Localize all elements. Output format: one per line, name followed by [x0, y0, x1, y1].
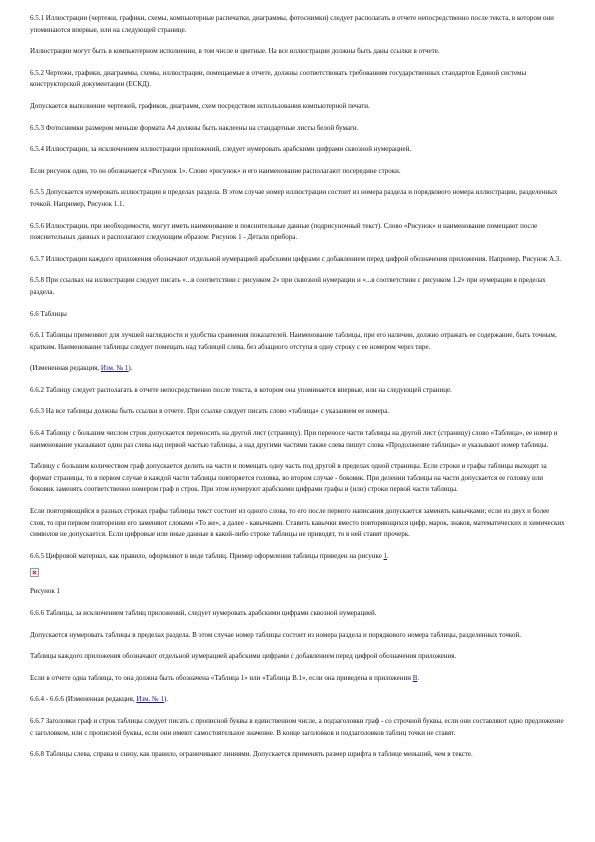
figure-caption: Рисунок 1 — [30, 587, 61, 596]
paragraph-6-6-5 — [30, 551, 565, 563]
paragraph-6-5-4: 6.5.4 Иллюстрации, за исключением иллюстрации приложений, следует нумеровать арабскими цифрами сквозной нумерацией. — [30, 145, 412, 154]
paragraph-6-5-6: 6.5.6 Иллюстрации, при необходимости, могут иметь наименование и пояснительные данные (подрисуночный текст). Слово «Рисунок» и наименование помещают после пояснительных данных и располагают следующим образом: Рисунок 1 - Детали прибора. — [30, 221, 538, 242]
paragraph-6-6-4: 6.6.4 Таблицу с большим числом строк допускается переносить на другой лист (страницу). При переносе части таблицы на другой лист (страницу) слово «Таблица», ее номер и наименование указывают один раз слева над первой частью таблицы, а над другими частями также слева пишут слова «Продолжение таблицы» и указывают номер таблицы. — [30, 429, 558, 449]
paragraph-single-table — [30, 673, 565, 685]
paragraph-single-figure: Если рисунок один, то он обозначается «Рисунок 1». Слово «рисунок» и его наименование располагают посередине строки. — [30, 166, 401, 175]
amendment-range-link[interactable]: Изм. № 1 — [136, 695, 164, 704]
figure-1-link[interactable]: 1 — [383, 551, 388, 560]
paragraph-6-5-8: 6.5.8 При ссылках на иллюстрации следует писать «...в соответствии с рисунком 2» при сквозной нумерации и «...в соответствии с рисунком 1.2» при нумерации в пределах раздела. — [30, 276, 546, 296]
single-table-text: Если в отчете одна таблица, то она должна быть обозначена «Таблица 1» или «Таблица В.1», если она приведена в приложении — [30, 673, 413, 682]
paragraph-6-5-3: 6.5.3 Фотоснимки размером меньше формата А4 должны быть наклеены на стандартные листы белой бумаги. — [30, 123, 359, 132]
paragraph-6-5-7: 6.5.7 Иллюстрации каждого приложения обозначают отдельной нумерацией арабскими цифрами с добавлением перед цифрой обозначения приложения. Например, Рисунок А.3. — [30, 254, 562, 263]
section-heading-tables: 6.6 Таблицы — [30, 309, 67, 318]
single-table-suffix: . — [417, 673, 420, 682]
paragraph-6-5-5: 6.5.5 Допускается нумеровать иллюстрации в пределах раздела. В этом случае номер иллюстрации состоит из номера раздела и порядкового номера иллюстрации, разделенных точкой. Например, Рисунок 1.1. — [30, 188, 558, 208]
paragraph-6-6-8: 6.6.8 Таблицы слева, справа и снизу, как правило, ограничивают линиями. Допускается применять размер шрифта в таблице меньший, чем в тексте. — [30, 750, 473, 759]
paragraph-computer-print: Допускается выполнение чертежей, графиков, диаграмм, схем посредством использования компьютерной печати. — [30, 101, 370, 110]
paragraph-6-6-6: 6.6.6 Таблицы, за исключением таблиц приложений, следует нумеровать арабскими цифрами сквозной нумерацией. — [30, 609, 377, 617]
amendment-link[interactable]: Изм. № 1 — [100, 364, 129, 373]
paragraph-table-numbering: Допускается нумеровать таблицы в пределах раздела. В этом случае номер таблицы состоит из номера раздела и порядкового номера таблицы, разделенных точкой. — [30, 630, 521, 639]
paragraph-6-6-1: 6.6.1 Таблицы применяют для лучшей наглядности и удобства сравнения показателей. Наименование таблицы, при его наличии, должно отражать ее содержание, быть точным, кратким. Наименование таблицы следует помещать над таблицей слева, без абзацного отступа в одну строку с ее номером через тире. — [30, 331, 557, 351]
paragraph-6-6-3: 6.6.3 На все таблицы должны быть ссылки в отчете. При ссылке следует писать слово «таблица» с указанием ее номера. — [30, 407, 390, 416]
paragraph-repeated-text: Если повторяющийся в разных строках графы таблицы текст состоит из одного слова, то его после первого написания допускается заменять кавычками; если из двух и более слов, то при первом повторении его заменяют словами «То же», а далее - кавычками. Ставить кавычки вместо повторяющихся цифр, марок, знаков, математических и химических символов не допускается. Если цифровые или иные данные в какой-либо строке таблицы не приводят, то в ней ставят прочерк. — [30, 507, 565, 539]
paragraph-6-6-7: 6.6.7 Заголовки граф и строк таблицы следует писать с прописной буквы в единственном числе, а подзаголовки граф - со строчной буквы, если они составляют одно предложение с заголовком, или с прописной буквы, если они имеют самостоятельное значение. В конце заголовков и подзаголовков таблиц точки не ставят. — [30, 716, 564, 737]
amendment-prefix: (Измененная редакция, — [30, 364, 101, 373]
paragraph-6-5-2: 6.5.2 Чертежи, графики, диаграммы, схемы, иллюстрации, помещаемые в отчете, должны соответствовать требованиям государственных стандартов Единой системы конструкторской документации (ЕСКД). — [30, 68, 527, 89]
paragraph-6-6-2: 6.6.2 Таблицу следует располагать в отчете непосредственно после текста, в котором она упоминается впервые, или на следующей странице. — [30, 385, 452, 394]
broken-image-icon — [30, 568, 39, 577]
amendment-range-prefix: 6.6.4 - 6.6.6 (Измененная редакция, — [30, 695, 137, 704]
paragraph-illustrations-format: Иллюстрации могут быть в компьютерном исполнении, в том числе и цветные. На все иллюстрации должны быть даны ссылки в отчете. — [30, 47, 440, 56]
paragraph-amendment-note — [30, 363, 565, 375]
amendment-range-suffix: ). — [163, 695, 169, 704]
appendix-v-link[interactable]: В — [412, 673, 418, 682]
table-example-suffix: . — [387, 551, 389, 560]
paragraph-amendment-range — [30, 694, 565, 706]
paragraph-table-columns: Таблицу с большим количеством граф допускается делить на части и помещать одну часть под другой в пределах одной страницы. Если строки и графы таблицы выходят за формат страницы, то в первом случае в каждой части таблицы повторяется головка, во втором случае - боковик. При делении таблицы на части допускается ее головку или боковик заменять соответственно номером граф и строк. При этом нумеруют арабскими цифрами графы и (или) строки первой части таблицы. — [30, 462, 547, 494]
paragraph-6-5-1: 6.5.1 Иллюстрации (чертежи, графики, схемы, компьютерные распечатки, диаграммы, фотоснимки) следует располагать в отчете непосредственно после текста, в котором они упоминаются впервые, или на следующей странице. — [30, 14, 554, 34]
amendment-suffix: ). — [128, 364, 133, 373]
table-example-text: 6.6.5 Цифровой материал, как правило, оформляют в виде таблиц. Пример оформления таблицы приведен на рисунке — [30, 551, 384, 560]
paragraph-appendix-tables: Таблицы каждого приложения обозначают отдельной нумерацией арабскими цифрами с добавлением перед цифрой обозначения приложения. — [30, 652, 457, 661]
